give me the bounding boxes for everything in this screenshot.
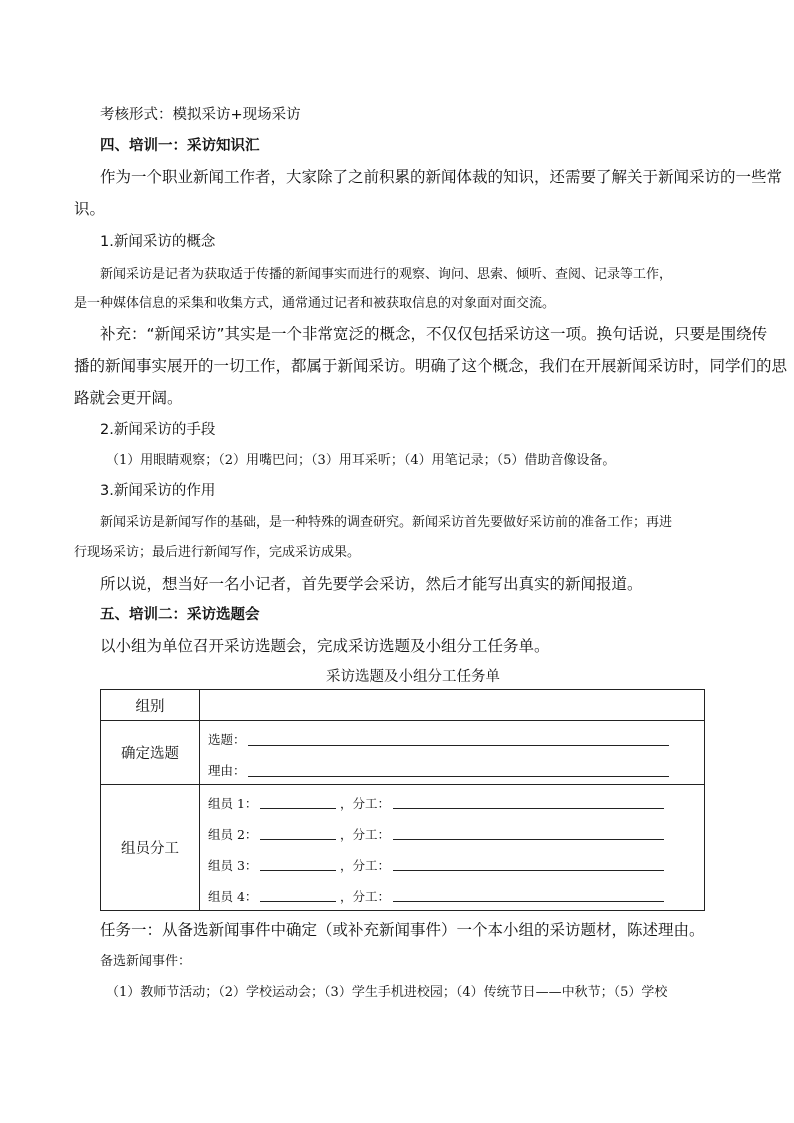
table-caption: 采访选题及小组分工任务单 [326, 669, 500, 685]
concept-definition-line2: 是一种媒体信息的采集和收集方式，通常通过记者和被获取信息的对象面对面交流。 [74, 296, 556, 311]
supplement-line3: 路就会更开阔。 [74, 389, 183, 407]
row-label-group: 组别 [101, 690, 200, 721]
topic-label: 选题： [208, 731, 246, 747]
topic-cell [200, 721, 705, 785]
assessment-form: 考核形式：模拟采访+现场采访 [100, 107, 301, 123]
candidate-events-title: 备选新闻事件： [100, 954, 192, 969]
member-2-name-blank[interactable] [260, 839, 336, 840]
candidate-events-list: （1）教师节活动；（2）学校运动会；（3）学生手机进校园；（4）传统节日——中秋节；（5）学校 [106, 985, 668, 1000]
supplement-line2: 播的新闻事实展开的一切工作，都属于新闻采访。明确了这个概念，我们在开展新闻采访时，同学们的思 [74, 357, 788, 375]
member-row-4 [200, 879, 704, 910]
member-row-3 [200, 848, 704, 879]
row-label-members: 组员分工 [101, 785, 200, 911]
topic-blank[interactable] [248, 745, 669, 746]
paragraph-intro-line2: 识。 [74, 200, 106, 218]
reason-label: 理由： [208, 762, 246, 778]
concept-definition-line1: 新闻采访是记者为获取适于传播的新闻事实而进行的观察、询问、思索、倾听、查阅、记录等工作， [100, 267, 673, 282]
section-four-heading: 四、培训一：采访知识汇 [100, 138, 260, 154]
subheading-concept: 1.新闻采访的概念 [100, 234, 216, 250]
member-1-label: 组员 1： [208, 795, 258, 811]
subheading-function: 3.新闻采访的作用 [100, 483, 216, 499]
function-text-line1: 新闻采访是新闻写作的基础，是一种特殊的调查研究。新闻采访首先要做好采访前的准备工作；再进 [100, 515, 673, 530]
function-text-line2: 行现场采访；最后进行新闻写作，完成采访成果。 [74, 545, 361, 560]
task-one-text: 任务一：从备选新闻事件中确定（或补充新闻事件）一个本小组的采访题材，陈述理由。 [100, 921, 705, 939]
section-five-heading: 五、培训二：采访选题会 [100, 607, 260, 623]
member-2-duty-label: ，分工： [340, 826, 391, 842]
member-4-label: 组员 4： [208, 888, 258, 904]
task-sheet-table [100, 689, 705, 911]
group-value-cell[interactable] [200, 690, 705, 721]
member-3-name-blank[interactable] [260, 870, 336, 871]
paragraph-intro-line1: 作为一个职业新闻工作者，大家除了之前积累的新闻体裁的知识，还需要了解关于新闻采访的一些常 [100, 168, 783, 186]
means-list: （1）用眼睛观察；（2）用嘴巴问；（3）用耳采听；（4）用笔记录；（5）借助音像设备。 [106, 453, 616, 468]
member-2-duty-blank[interactable] [393, 839, 664, 840]
member-3-duty-label: ，分工： [340, 857, 391, 873]
task-sheet-instruction: 以小组为单位召开采访选题会，完成采访选题及小组分工任务单。 [100, 637, 550, 655]
subheading-means: 2.新闻采访的手段 [100, 422, 216, 438]
reason-blank[interactable] [248, 776, 669, 777]
row-label-topic: 确定选题 [101, 721, 200, 785]
member-4-duty-blank[interactable] [393, 901, 664, 902]
topic-field [200, 722, 704, 753]
member-1-duty-blank[interactable] [393, 808, 664, 809]
member-1-name-blank[interactable] [260, 808, 336, 809]
member-row-1 [200, 786, 704, 817]
member-4-duty-label: ，分工： [340, 888, 391, 904]
members-cell [200, 785, 705, 911]
reason-field [200, 753, 704, 784]
member-row-2 [200, 817, 704, 848]
member-3-label: 组员 3： [208, 857, 258, 873]
member-1-duty-label: ，分工： [340, 795, 391, 811]
member-2-label: 组员 2： [208, 826, 258, 842]
member-4-name-blank[interactable] [260, 901, 336, 902]
conclusion-text: 所以说，想当好一名小记者，首先要学会采访，然后才能写出真实的新闻报道。 [100, 575, 643, 593]
supplement-line1: 补充：“新闻采访”其实是一个非常宽泛的概念，不仅仅包括采访这一项。换句话说，只要是围绕传 [100, 325, 768, 343]
member-3-duty-blank[interactable] [393, 870, 664, 871]
